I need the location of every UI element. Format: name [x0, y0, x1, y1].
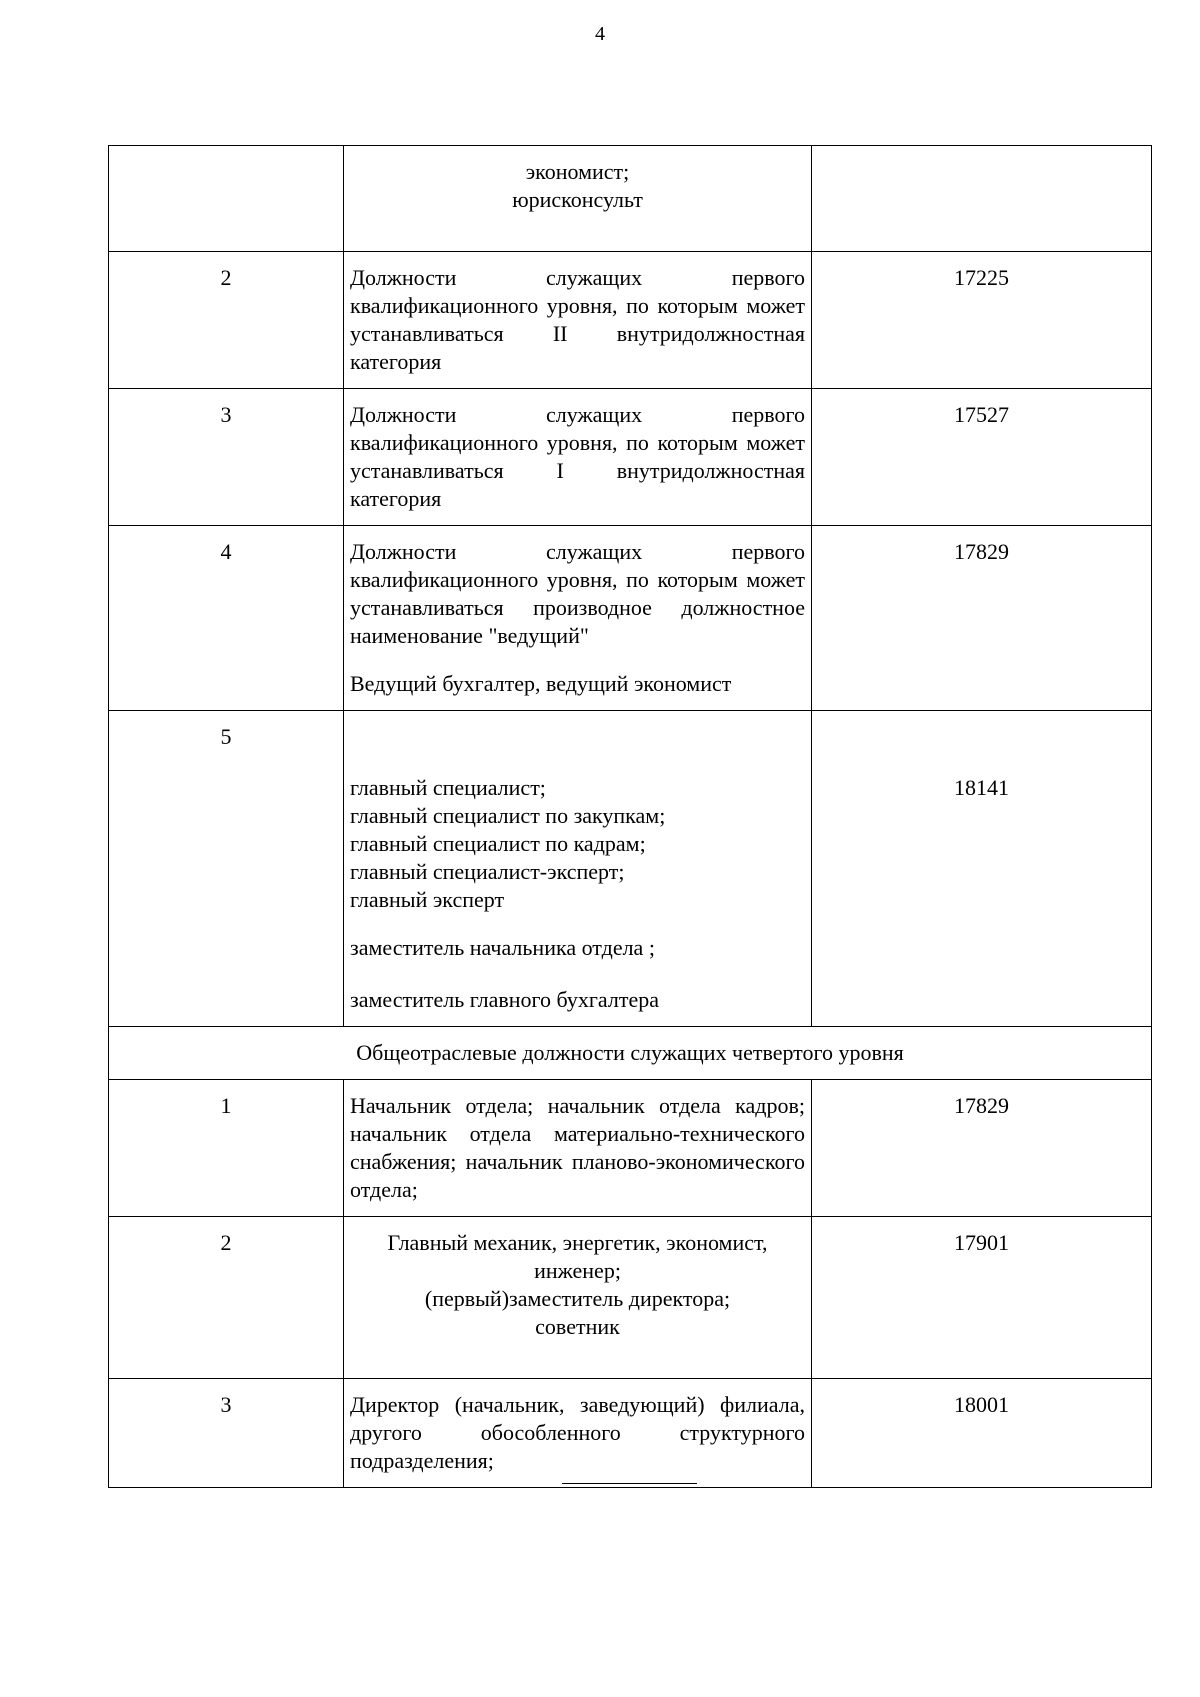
salary-amount-cell [812, 711, 1152, 1027]
position-name: Должности служащих первого квалификационного уровня, по которым может устанавливаться I внутридолжностная категория [344, 389, 812, 526]
row-number: 4 [109, 526, 344, 711]
position-line: главный специалист по кадрам; [350, 831, 646, 856]
position-line: главный эксперт [350, 887, 505, 912]
table-row [109, 252, 1152, 389]
table-row [109, 1217, 1152, 1379]
table-row [109, 389, 1152, 526]
position-name: Должности служащих первого квалификационного уровня, по которым может устанавливаться II внутридолжностная категория [344, 252, 812, 389]
table-row [109, 146, 1152, 252]
position-line: экономист; [525, 159, 630, 184]
position-line: заместитель начальника отдела ; [350, 935, 655, 960]
salary-amount: 17829 [812, 1080, 1152, 1217]
table-row [109, 711, 1152, 1027]
position-name [344, 146, 812, 252]
position-name [344, 526, 812, 711]
position-name [344, 1217, 812, 1379]
salary-amount: 17225 [812, 252, 1152, 389]
table-row [109, 526, 1152, 711]
position-line: главный специалист по закупкам; [350, 803, 666, 828]
salary-amount: 17829 [812, 526, 1152, 711]
row-number: 3 [109, 1379, 344, 1488]
position-line: инженер; [534, 1258, 621, 1283]
salary-amount: 17527 [812, 389, 1152, 526]
page-number: 4 [595, 23, 605, 45]
position-name [344, 711, 812, 1027]
position-line: заместитель главного бухгалтера [350, 987, 659, 1012]
salary-amount: 17901 [812, 1217, 1152, 1379]
position-line: советник [535, 1314, 620, 1339]
row-number [109, 146, 344, 252]
salary-table [108, 145, 1152, 1488]
position-name: Начальник отдела; начальник отдела кадров; начальник отдела материально-технического снабжения; начальник планово-экономического отдела; [344, 1080, 812, 1217]
row-number: 5 [109, 711, 344, 1027]
table-row [109, 1080, 1152, 1217]
footer-separator-line [562, 1483, 697, 1484]
table-row [109, 1379, 1152, 1488]
position-line: Главный механик, энергетик, экономист, [387, 1230, 768, 1255]
salary-amount [812, 146, 1152, 252]
position-description: Должности служащих первого квалификационного уровня, по которым может устанавливаться производное должностное наименование "ведущий" [350, 539, 805, 648]
position-line: (первый)заместитель директора; [424, 1286, 731, 1311]
row-number: 3 [109, 389, 344, 526]
section-heading-row [109, 1027, 1152, 1080]
salary-amount: 18001 [812, 1379, 1152, 1488]
position-name: Директор (начальник, заведующий) филиала, другого обособленного структурного подразделения; [344, 1379, 812, 1488]
row-number: 2 [109, 252, 344, 389]
salary-amount: 18141 [954, 775, 1009, 800]
position-line: главный специалист-эксперт; [350, 859, 625, 884]
position-examples: Ведущий бухгалтер, ведущий экономист [350, 671, 732, 696]
row-number: 1 [109, 1080, 344, 1217]
row-number: 2 [109, 1217, 344, 1379]
position-line: главный специалист; [350, 775, 546, 800]
position-line: юрисконсульт [512, 187, 643, 212]
section-title: Общеотраслевые должности служащих четвертого уровня [109, 1027, 1152, 1080]
